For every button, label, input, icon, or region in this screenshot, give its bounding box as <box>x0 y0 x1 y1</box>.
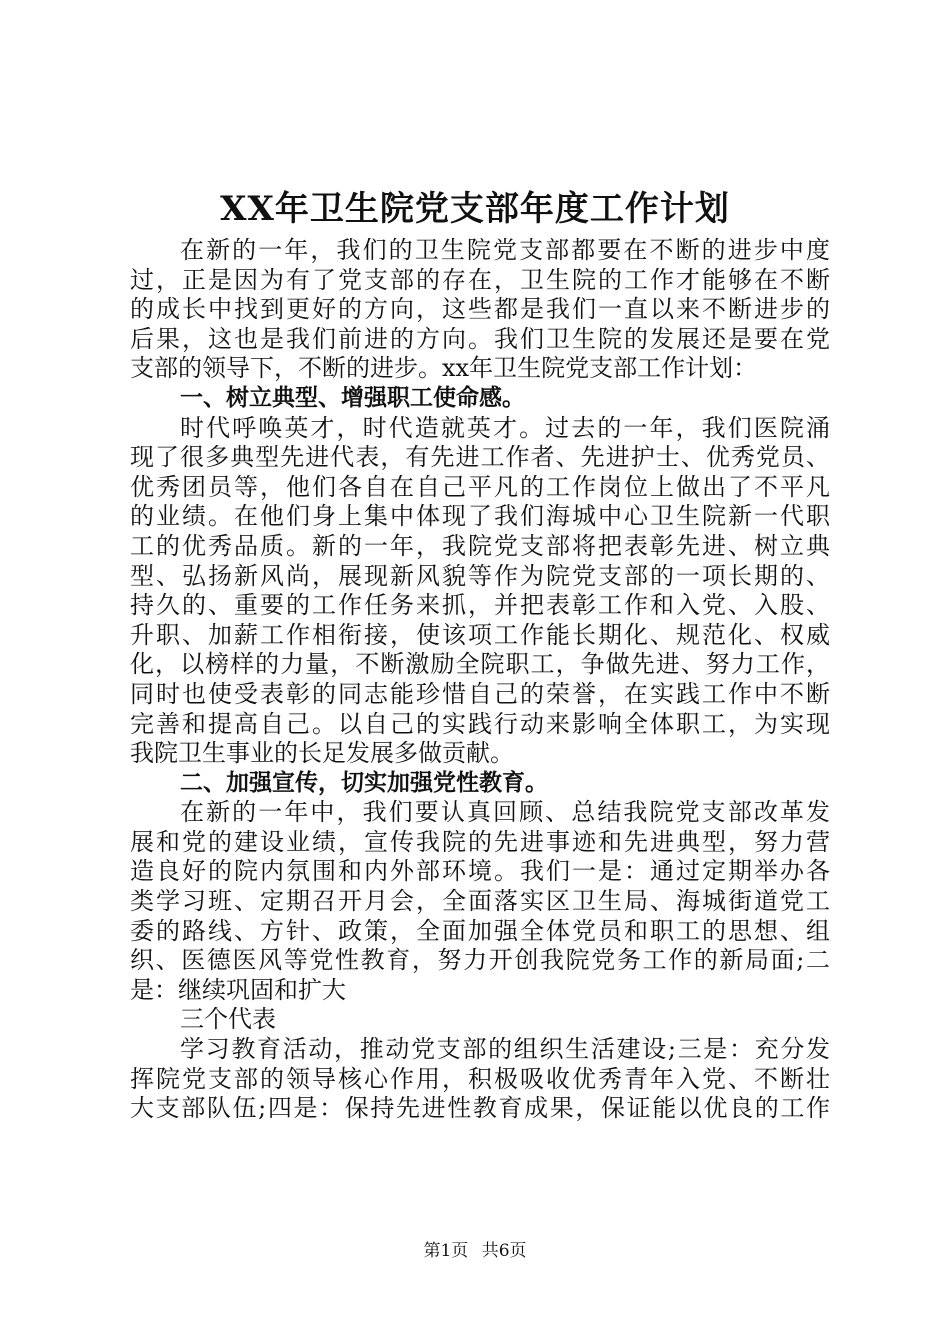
section-heading: 二、加强宣传，切实加强党性教育。 <box>180 769 548 796</box>
page-total: 共6页 <box>481 1241 527 1261</box>
text-line: 时代呼唤英才，时代造就英才。过去的一年，我们医院涌 <box>180 413 830 442</box>
text-line: 持久的、重要的工作任务来抓，并把表彰工作和入党、入股、 <box>130 591 830 620</box>
text-line: 委的路线、方针、政策，全面加强全体党员和职工的思想、组 <box>130 916 830 945</box>
text-line: 后果，这也是我们前进的方向。我们卫生院的发展还是要在党 <box>130 324 830 353</box>
text-line: 类学习班、定期召开月会，全面落实区卫生局、海城街道党工 <box>130 887 830 916</box>
text-line: 在新的一年，我们的卫生院党支部都要在不断的进步中度 <box>180 236 830 264</box>
text-line: 现了很多典型先进代表，有先进工作者、先进护士、优秀党员、 <box>130 443 830 472</box>
text-line: 升职、加薪工作相衔接，使该项工作能长期化、规范化、权威 <box>130 620 830 649</box>
page-footer <box>0 1240 950 1262</box>
text-line: 支部的领导下，不断的进步。xx年卫生院党支部工作计划： <box>130 354 758 383</box>
text-line: 的业绩。在他们身上集中体现了我们海城中心卫生院新一代职 <box>130 502 830 531</box>
text-line: 完善和提高自己。以自己的实践行动来影响全体职工，为实现 <box>130 709 830 738</box>
text-line: 优秀团员等，他们各自在自己平凡的工作岗位上做出了不平凡 <box>130 472 830 501</box>
text-line: 是：继续巩固和扩大 <box>130 975 346 1004</box>
text-line: 在新的一年中，我们要认真回顾、总结我院党支部改革发 <box>180 798 830 827</box>
section-heading: 一、树立典型、增强职工使命感。 <box>180 384 525 411</box>
text-line: 工的优秀品质。新的一年，我院党支部将把表彰先进、树立典 <box>130 531 830 560</box>
text-line: 同时也使受表彰的同志能珍惜自己的荣誉，在实践工作中不断 <box>130 679 830 708</box>
text-line: 大支部队伍;四是：保持先进性教育成果，保证能以优良的工作 <box>130 1094 830 1123</box>
text-line: 过，正是因为有了党支部的存在，卫生院的工作才能够在不断 <box>130 265 830 294</box>
document-body <box>130 236 830 1124</box>
text-line: 造良好的院内氛围和内外部环境。我们一是：通过定期举办各 <box>130 857 830 886</box>
text-line: 织、医德医风等党性教育，努力开创我院党务工作的新局面;二 <box>130 946 830 975</box>
text-line: 三个代表 <box>180 1005 276 1034</box>
text-line: 学习教育活动，推动党支部的组织生活建设;三是：充分发 <box>180 1035 830 1064</box>
text-line: 我院卫生事业的长足发展多做贡献。 <box>130 739 514 768</box>
text-line: 挥院党支部的领导核心作用，积极吸收优秀青年入党、不断壮 <box>130 1064 830 1093</box>
text-line: 化，以榜样的力量，不断激励全院职工，争做先进、努力工作， <box>130 650 830 679</box>
document-title: XX年卫生院党支部年度工作计划 <box>220 189 730 229</box>
page-number: 第1页 <box>423 1241 469 1261</box>
text-line: 的成长中找到更好的方向，这些都是我们一直以来不断进步的 <box>130 295 830 324</box>
text-line: 展和党的建设业绩，宣传我院的先进事迹和先进典型，努力营 <box>130 827 830 856</box>
text-line: 型、弘扬新风尚，展现新风貌等作为院党支部的一项长期的、 <box>130 561 830 590</box>
